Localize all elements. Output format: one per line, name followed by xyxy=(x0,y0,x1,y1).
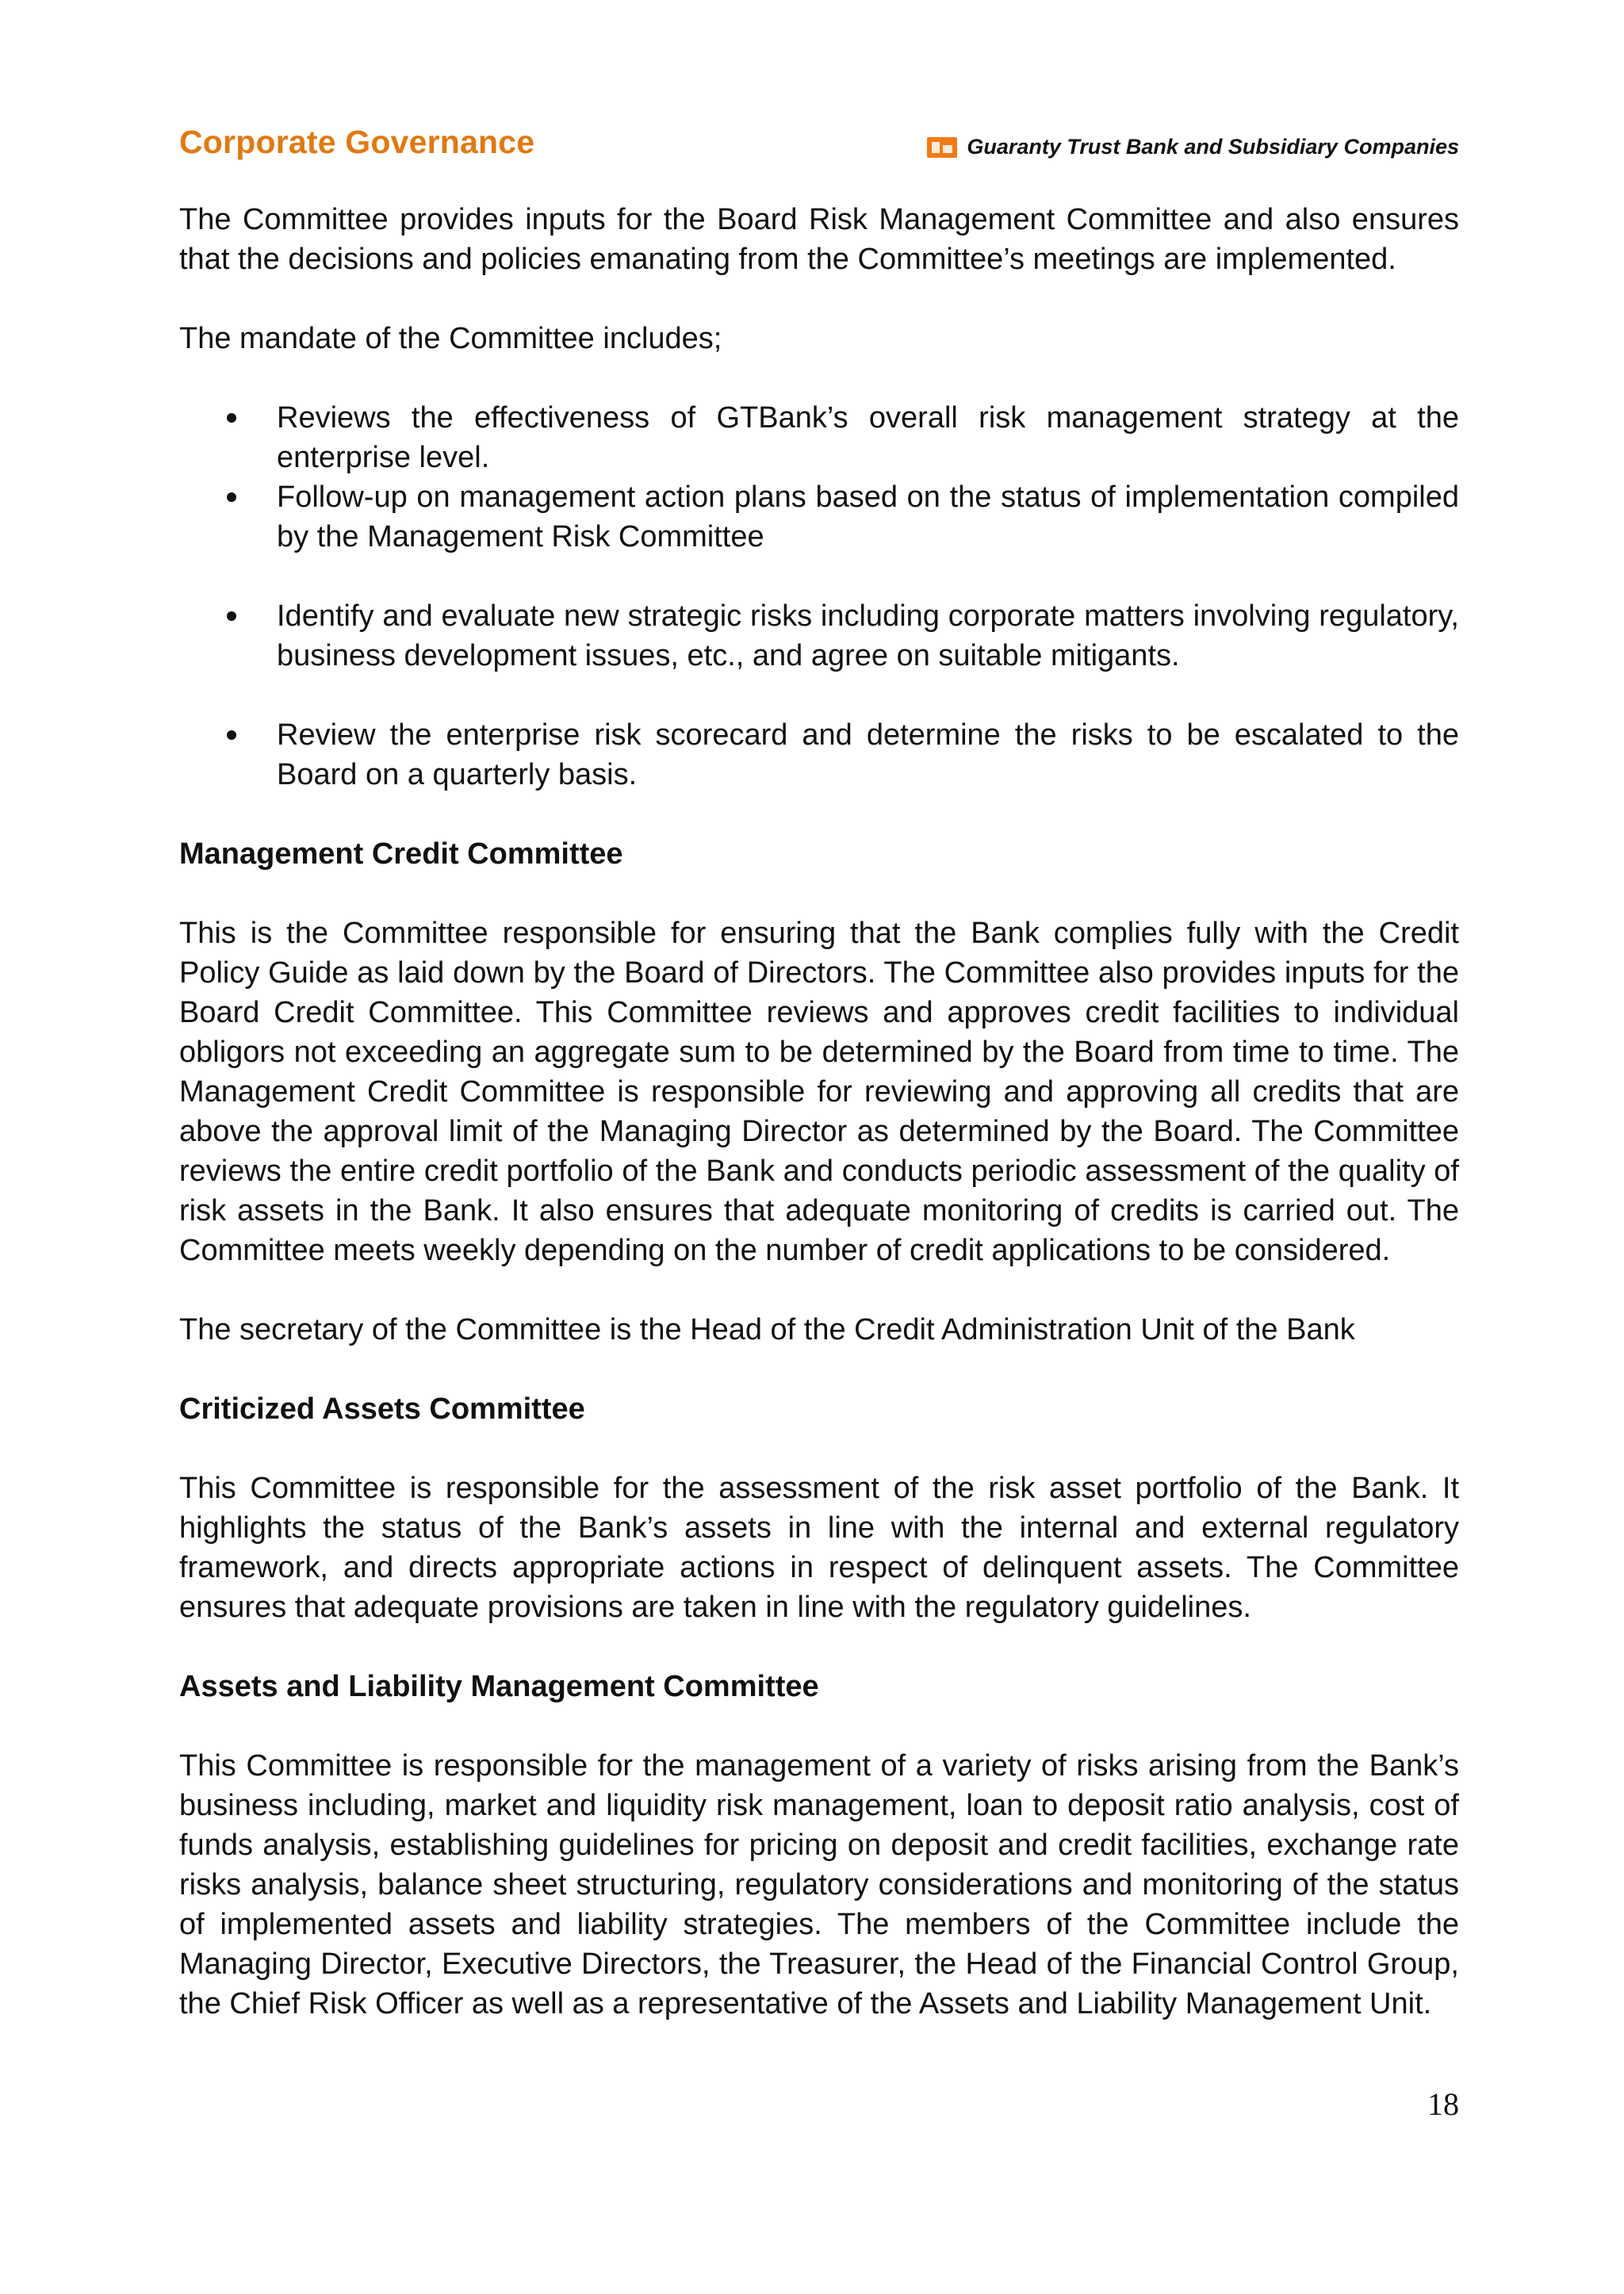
list-item-text: Follow-up on management action plans based on the status of implementation compiled by the Management Risk Committee xyxy=(277,481,1459,553)
section-title: Corporate Governance xyxy=(179,124,535,160)
criticized-assets-paragraph: This Committee is responsible for the assessment of the risk asset portfolio of the Bank. It highlights the status of the Bank’s assets in line with the internal and external regulatory framework, and directs appropriate actions in respect of delinquent assets. The Committee ensures that adequate provisions are taken in line with the regulatory guidelines. xyxy=(179,1472,1459,1624)
list-item-text: Identify and evaluate new strategic risks including corporate matters involving regulatory, business development issues, etc., and agree on suitable mitigants. xyxy=(277,599,1459,672)
page-header xyxy=(179,124,1459,171)
document-body xyxy=(179,200,1459,2063)
alm-heading: Assets and Liability Management Committee xyxy=(179,1670,819,1703)
list-item xyxy=(179,596,1459,676)
company-header xyxy=(927,135,1459,159)
alm-paragraph: This Committee is responsible for the management of a variety of risks arising from the Bank’s business including, market and liquidity risk management, loan to deposit ratio analysis, cost of funds analysis, establishing guidelines for pricing on deposit and credit facilities, exchange rate risks analysis, balance sheet structuring, regulatory considerations and monitoring of the status of implemented assets and liability strategies. The members of the Committee include the Managing Director, Executive Directors, the Treasurer, the Head of the Financial Control Group, the Chief Risk Officer as well as a representative of the Assets and Liability Management Unit. xyxy=(179,1749,1459,2020)
bullet-icon xyxy=(227,492,236,502)
list-item xyxy=(179,398,1459,477)
list-item-text: Reviews the effectiveness of GTBank’s overall risk management strategy at the enterprise level. xyxy=(277,401,1459,474)
page-number: 18 xyxy=(1427,2086,1459,2122)
criticized-assets-heading: Criticized Assets Committee xyxy=(179,1392,585,1426)
bullet-icon xyxy=(227,611,236,621)
bullet-icon xyxy=(227,730,236,740)
intro-paragraph: The Committee provides inputs for the Board Risk Management Committee and also ensures that the decisions and policies emanating from the Committee’s meetings are implemented. xyxy=(179,203,1459,276)
management-credit-heading: Management Credit Committee xyxy=(179,837,623,871)
management-credit-paragraph: This is the Committee responsible for ensuring that the Bank complies fully with the Credit Policy Guide as laid down by the Board of Directors. The Committee also provides inputs for the Board Credit Committee. This Committee reviews and approves credit facilities to individual obligors not exceeding an aggregate sum to be determined by the Board from time to time. The Management Credit Committee is responsible for reviewing and approving all credits that are above the approval limit of the Managing Director as determined by the Board. The Committee reviews the entire credit portfolio of the Bank and conducts periodic assessment of the quality of risk assets in the Bank. It also ensures that adequate monitoring of credits is carried out. The Committee meets weekly depending on the number of credit applications to be considered. xyxy=(179,917,1459,1267)
mandate-intro: The mandate of the Committee includes; xyxy=(179,322,722,355)
list-item xyxy=(179,715,1459,795)
bullet-icon xyxy=(227,413,236,423)
company-name: Guaranty Trust Bank and Subsidiary Companies xyxy=(967,135,1459,159)
list-item-text: Review the enterprise risk scorecard and determine the risks to be escalated to the Board on a quarterly basis. xyxy=(277,718,1459,791)
gtbank-logo-icon xyxy=(927,137,957,158)
management-credit-secretary: The secretary of the Committee is the Head of the Credit Administration Unit of the Bank xyxy=(179,1313,1355,1346)
list-item xyxy=(179,477,1459,557)
mandate-list xyxy=(179,398,1459,795)
